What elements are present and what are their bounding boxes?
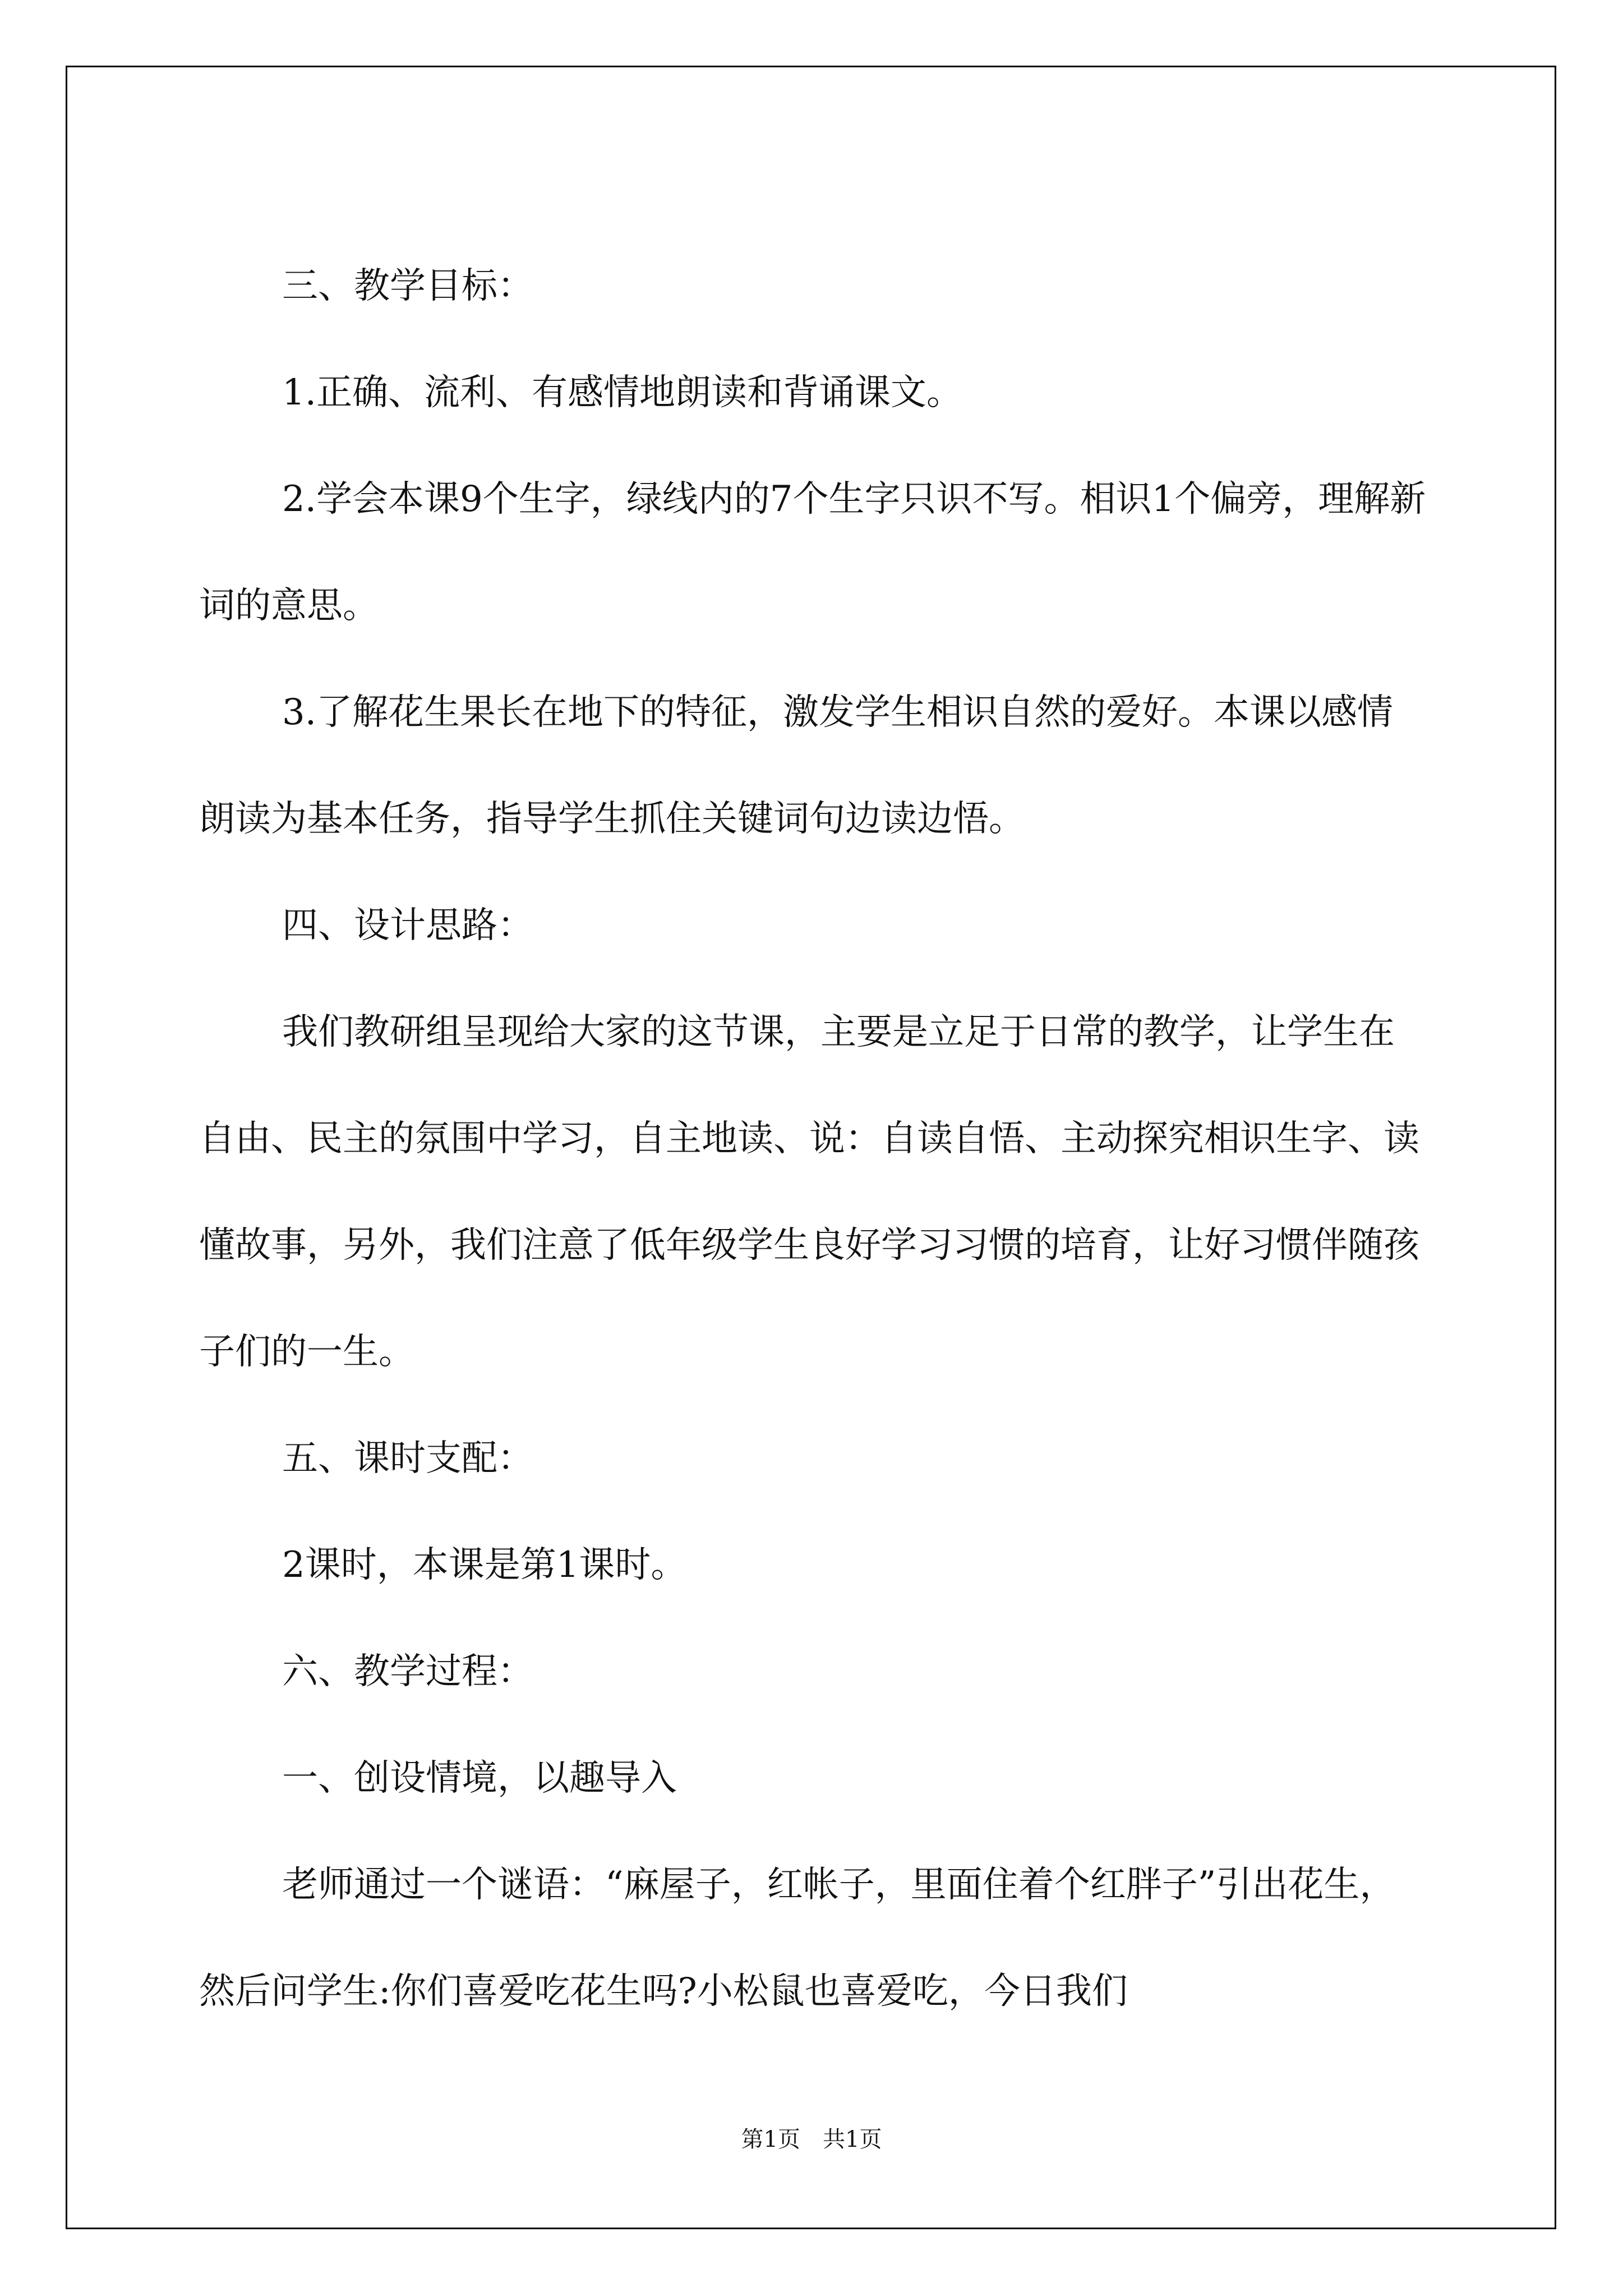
design-paragraph: 我们教研组呈现给大家的这节课，主要是立足于日常的教学，让学生在自由、民主的氛围中学习，自主地读、说：自读自悟、主动探究相识生字、读懂故事，另外，我们注意了低年级学生良好学习习惯的培育，让好习惯伴随孩子们的一生。 [199,1011,1419,1373]
objective-item-1: 1.正确、流利、有感情地朗读和背诵课文。 [282,372,963,413]
section-heading-process: 六、教学过程： [282,1651,533,1692]
section-heading-schedule: 五、课时支配： [282,1438,533,1479]
section-heading-objectives: 三、教学目标： [282,265,533,307]
document-body [199,233,1427,2045]
schedule-paragraph: 2课时，本课是第1课时。 [282,1544,687,1586]
objective-item-3: 3.了解花生果长在地下的特征，激发学生相识自然的爱好。本课以感情朗读为基本任务，指导学生抓住关键词句边读边悟。 [199,692,1394,840]
objective-item-2: 2.学会本课9个生字，绿线内的7个生字只识不写。相识1个偏旁，理解新词的意思。 [199,478,1426,627]
process-step-heading: 一、创设情境，以趣导入 [282,1757,677,1799]
process-paragraph: 老师通过一个谜语：“麻屋子，红帐子，里面住着个红胖子”引出花生，然后问学生:你们喜爱吃花生吗?小松鼠也喜爱吃，今日我们 [199,1864,1396,2012]
page-footer: 第1页 共1页 [741,2127,882,2152]
section-heading-design: 四、设计思路： [282,905,533,946]
